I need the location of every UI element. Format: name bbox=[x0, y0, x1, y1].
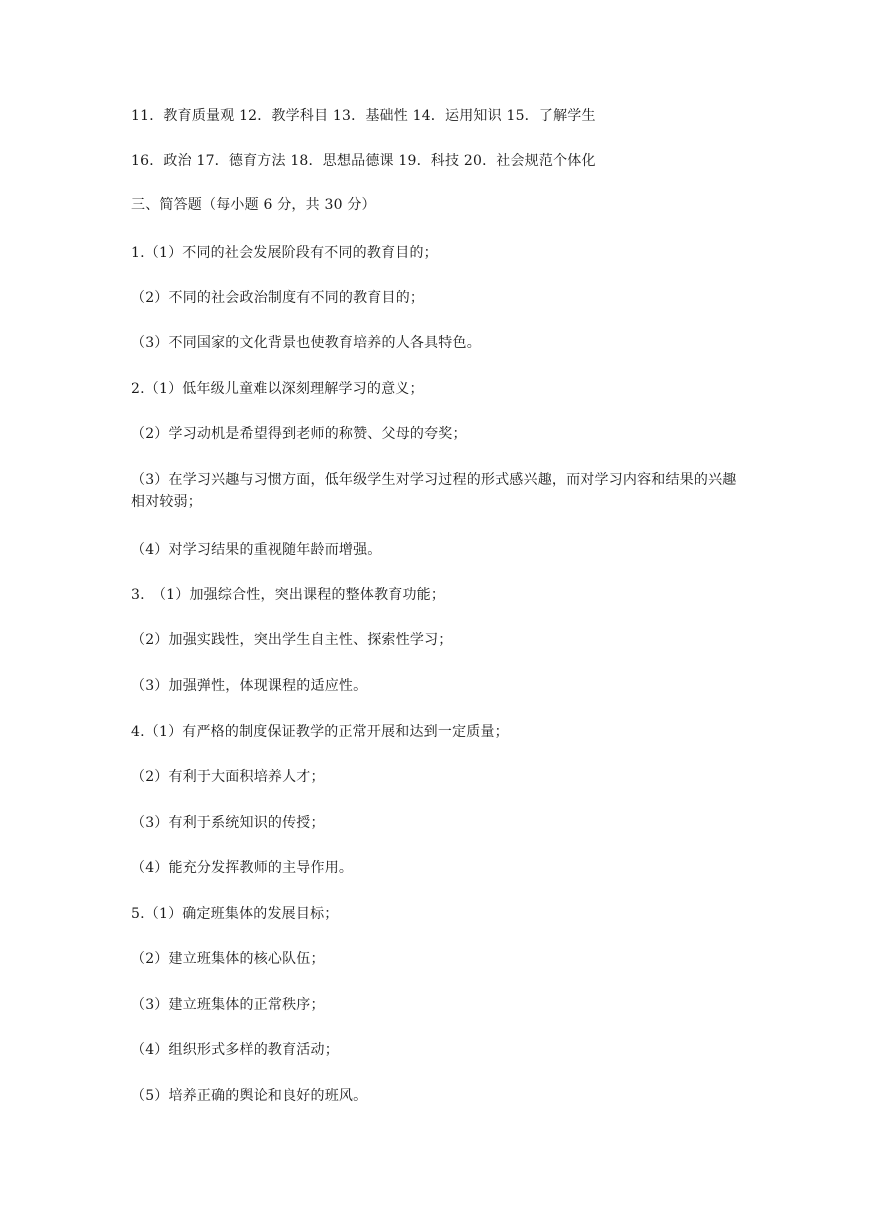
answer-2-line-3: （3）在学习兴趣与习惯方面，低年级学生对学习过程的形式感兴趣，而对学习内容和结果的兴趣相对较弱； bbox=[131, 472, 737, 510]
answer-4-line-4: （4）能充分发挥教师的主导作用。 bbox=[131, 860, 354, 876]
answer-4-line-2: （2）有利于大面积培养人才； bbox=[131, 769, 325, 785]
answer-5-line-2: （2）建立班集体的核心队伍； bbox=[131, 951, 325, 967]
answer-1-line-3: （3）不同国家的文化背景也使教育培养的人各具特色。 bbox=[131, 335, 481, 351]
answer-2-line-1: 2.（1）低年级儿童难以深刻理解学习的意义； bbox=[131, 381, 424, 397]
answer-1-line-1: 1.（1）不同的社会发展阶段有不同的教育目的； bbox=[131, 245, 438, 261]
answer-1-line-2: （2）不同的社会政治制度有不同的教育目的； bbox=[131, 290, 425, 306]
answer-5-line-5: （5）培养正确的舆论和良好的班风。 bbox=[131, 1088, 368, 1104]
answer-3-line-3: （3）加强弹性，体现课程的适应性。 bbox=[131, 678, 368, 694]
answer-4-line-3: （3）有利于系统知识的传授； bbox=[131, 815, 325, 831]
fill-in-answers-row-2: 16．政治 17．德育方法 18．思想品德课 19．科技 20．社会规范个体化 bbox=[131, 153, 596, 169]
fill-in-answers-row-1: 11．教育质量观 12．教学科目 13．基础性 14．运用知识 15．了解学生 bbox=[131, 108, 596, 124]
answer-5-line-4: （4）组织形式多样的教育活动； bbox=[131, 1042, 339, 1058]
answer-3-line-1: 3. （1）加强综合性，突出课程的整体教育功能； bbox=[131, 587, 446, 603]
answer-2-line-2: （2）学习动机是希望得到老师的称赞、父母的夸奖； bbox=[131, 426, 467, 442]
answer-5-line-3: （3）建立班集体的正常秩序； bbox=[131, 997, 325, 1013]
answer-4-line-1: 4.（1）有严格的制度保证教学的正常开展和达到一定质量； bbox=[131, 724, 509, 740]
answer-3-line-2: （2）加强实践性，突出学生自主性、探索性学习； bbox=[131, 632, 453, 648]
section-heading: 三、简答题（每小题 6 分，共 30 分） bbox=[131, 197, 376, 213]
answer-2-line-4: （4）对学习结果的重视随年龄而增强。 bbox=[131, 542, 382, 558]
answer-5-line-1: 5.（1）确定班集体的发展目标； bbox=[131, 906, 339, 922]
